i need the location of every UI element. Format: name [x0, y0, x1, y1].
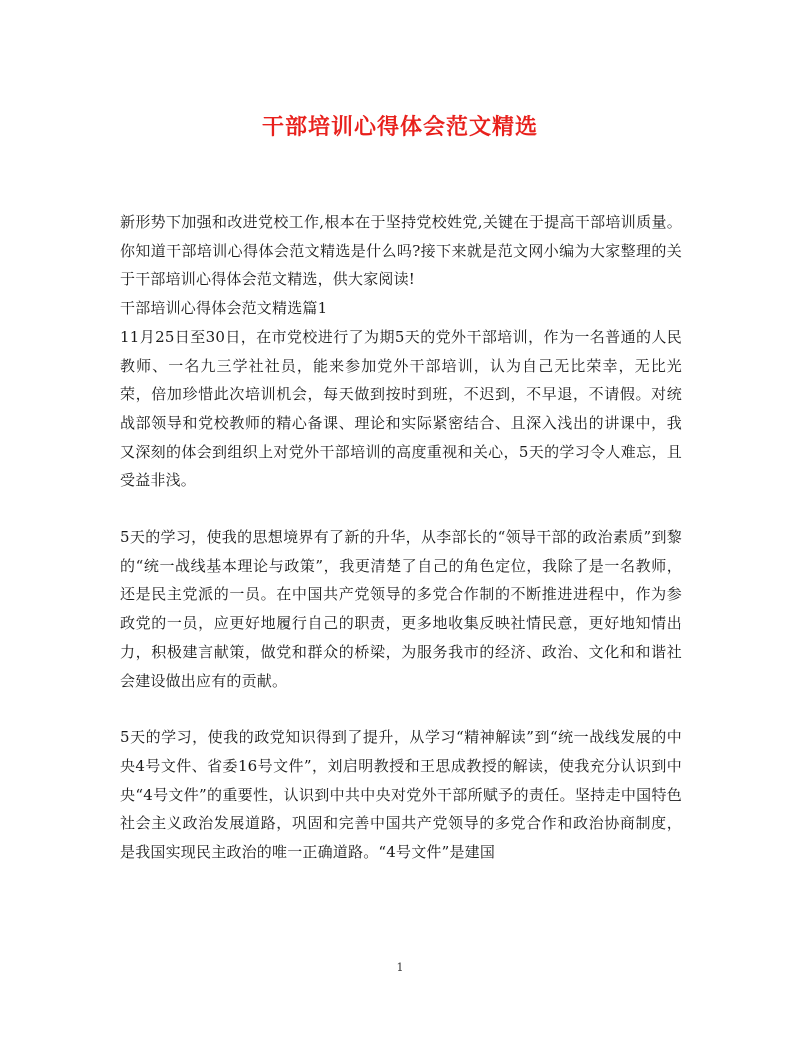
body-paragraph-1: 11月25日至30日，在市党校进行了为期5天的党外干部培训，作为一名普通的人民教师、一名九三学社社员，能来参加党外干部培训，认为自己无比荣幸，无比光荣，倍加珍惜此次培训机会，每天做到按时到班，不迟到，不早退，不请假。对统战部领导和党校教师的精心备课、理论和实际紧密结合、且深入浅出的讲课中，我又深刻的体会到组织上对党外干部培训的高度重视和关心，5天的学习令人难忘，且受益非浅。	[120, 327, 682, 490]
page-number: 1	[396, 961, 404, 974]
document-title: 干部培训心得体会范文精选	[261, 114, 538, 140]
document-body	[120, 208, 682, 867]
body-paragraph-3: 5天的学习，使我的政党知识得到了提升，从学习“精神解读”到“统一战线发展的中央4号文件、省委16号文件”，刘启明教授和王思成教授的解读，使我充分认识到中央“4号文件”的重要性，认识到中共中央对党外干部所赋予的责任。坚持走中国特色社会主义政治发展道路，巩固和完善中国共产党领导的多党合作和政治协商制度，是我国实现民主政治的唯一正确道路。“4号文件”是建国	[120, 728, 682, 862]
body-paragraph-2: 5天的学习，使我的思想境界有了新的升华，从李部长的“领导干部的政治素质”到黎的“统一战线基本理论与政策”，我更清楚了自己的角色定位，我除了是一名教师，还是民主党派的一员。在中国共产党领导的多党合作制的不断推进进程中，作为参政党的一员，应更好地履行自己的职责，更多地收集反映社情民意，更好地知情出力，积极建言献策，做党和群众的桥梁，为服务我市的经济、政治、文化和和谐社会建设做出应有的贡献。	[120, 528, 682, 690]
intro-paragraph: 新形势下加强和改进党校工作,根本在于坚持党校姓党,关键在于提高干部培训质量。你知道干部培训心得体会范文精选是什么吗?接下来就是范文网小编为大家整理的关于干部培训心得体会范文精选，供大家阅读!	[120, 213, 682, 289]
paragraph-spacer	[120, 495, 682, 523]
section-heading: 干部培训心得体会范文精选篇1	[120, 299, 328, 318]
paragraph-spacer	[120, 695, 682, 723]
